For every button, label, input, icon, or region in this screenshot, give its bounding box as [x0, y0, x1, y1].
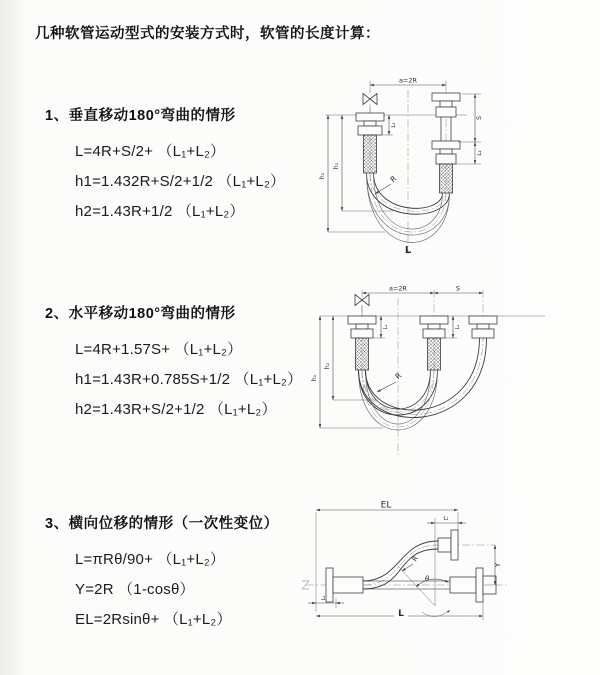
dim-label-a2r: a=2R [388, 284, 408, 293]
diagram-lateral-displacement-svg [298, 498, 598, 668]
angle-arc [416, 579, 449, 587]
formula-line: L=4R+1.57S+ （L₁+L₂） [75, 341, 243, 358]
diagram-horizontal-bend [305, 278, 595, 473]
dim-label-l1: L₁ [383, 324, 389, 330]
section-lateral-displacement [45, 512, 315, 635]
formula-block [45, 137, 315, 227]
hose-fitting-left [356, 113, 384, 173]
valve-icon [363, 94, 377, 114]
formula-block [45, 545, 315, 635]
dim-label-l2: L₂ [455, 324, 461, 330]
formula-line: L=πRθ/90+ （L₁+L₂） [75, 551, 226, 568]
length-label: L [404, 245, 412, 256]
formula-line: h2=1.43R+S/2+1/2 （L₁+L₂） [75, 401, 277, 418]
section-heading: 3、横向位移的情形（一次性变位） [45, 516, 279, 532]
formula-line: h1=1.43R+0.785S+1/2 （L₁+L₂） [75, 371, 303, 388]
page-title: 几种软管运动型式的安装方式时，软管的长度计算： [35, 26, 380, 42]
hose-fitting-middle [420, 316, 448, 370]
dim-label-h2: h₂ [333, 162, 340, 170]
dim-label-s: S [476, 116, 483, 120]
formula-block [45, 335, 315, 425]
dim-label-l2: L₂ [477, 150, 483, 156]
formula-line: L=4R+S/2+ （L₁+L₂） [75, 143, 226, 160]
flange-fitting-displaced [433, 530, 495, 560]
hose-fitting-left [348, 316, 376, 370]
dim-label-l1: L₁ [391, 122, 397, 128]
braid-section [428, 338, 441, 370]
dim-label-h2: h₂ [324, 362, 331, 370]
angle-label: θ [424, 575, 430, 583]
dim-label-h1: h₁ [319, 172, 326, 180]
length-label: L [398, 609, 404, 619]
dim-label-l1-top: L₁ [443, 516, 449, 522]
radius-leader [377, 382, 396, 392]
section-heading: 1、垂直移动180°弯曲的情形 [45, 108, 236, 124]
hose-fitting-right [469, 316, 497, 338]
formula-line: EL=2Rsinθ+ （L₁+L₂） [75, 611, 232, 628]
dim-label-s: S [455, 284, 461, 293]
radius-label: R [410, 554, 421, 564]
section-heading: 2、水平移动180°弯曲的情形 [45, 306, 236, 322]
formula-line: h1=1.432R+S/2+1/2 （L₁+L₂） [75, 173, 286, 190]
braid-section [364, 135, 377, 173]
dim-label-l1-left: L₁ [321, 595, 327, 601]
formula-line: Y=2R （1-cosθ） [75, 581, 195, 598]
radius-label: R [393, 370, 404, 382]
diagram-horizontal-bend-svg [305, 278, 595, 473]
hose-fitting-right [432, 93, 460, 193]
dim-label-y: Y [494, 562, 502, 568]
formula-line: h2=1.43R+1/2 （L₁+L₂） [75, 203, 245, 220]
flange-fitting-left [326, 568, 363, 602]
section-vertical-bend [45, 104, 315, 227]
dim-label-a2r: a=2R [398, 76, 418, 85]
diagram-vertical-bend-svg [305, 66, 595, 266]
radius-label: R [388, 173, 399, 185]
radius-line [398, 566, 435, 606]
braid-section [440, 164, 453, 193]
diagram-vertical-bend [305, 66, 595, 266]
section-horizontal-bend [45, 302, 315, 425]
diagram-lateral-displacement [298, 498, 598, 668]
dim-label-h1: h₁ [311, 374, 318, 382]
braid-section [356, 338, 369, 370]
swing-arrow [422, 610, 450, 617]
dim-label-el: EL [380, 500, 392, 511]
